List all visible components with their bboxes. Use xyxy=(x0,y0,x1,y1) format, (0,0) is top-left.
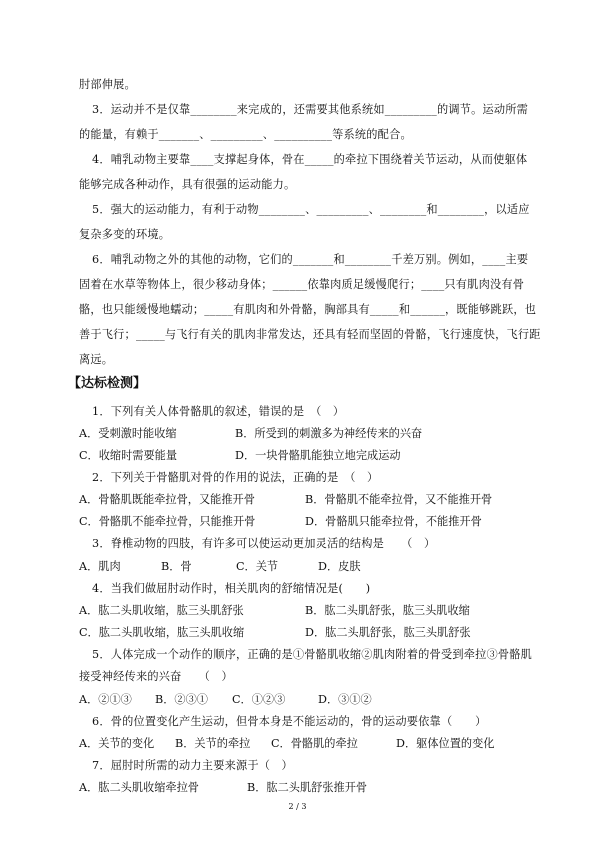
question-stem: 7．屈肘时所需的动力主要来源于（ ） xyxy=(92,759,293,772)
option-c: C．①②③ xyxy=(232,693,286,706)
text-line: 固着在水草等物体上，很少移动身体；______依靠肉质足缓慢爬行；____只有肌肉没有骨 xyxy=(79,278,525,291)
page-number: 2 / 3 xyxy=(288,802,307,811)
text-line: 的能量，有赖于_______、_________、__________等系统的配合。 xyxy=(79,128,412,141)
text-line: 骼，也只能缓慢地蠕动；_____有肌肉和外骨骼，胸部具有_____和______，既能够跳跃，也 xyxy=(79,303,537,316)
option-b: B．②③① xyxy=(155,693,208,706)
option-d: D．肱二头肌舒张，肱三头肌舒张 xyxy=(305,626,471,639)
option-a: A．骨骼肌既能牵拉骨，又能推开骨 xyxy=(79,493,255,506)
question-stem: 1．下列有关人体骨骼肌的叙述，错误的是 （ ） xyxy=(92,405,345,418)
section-title: 【达标检测】 xyxy=(68,376,147,391)
text-line: 3．运动并不是仅靠________来完成的，还需要其他系统如_________的调节。运动所需 xyxy=(92,103,529,116)
option-c: C．骨骼肌不能牵拉骨，只能推开骨 xyxy=(79,515,256,528)
option-a: A．肱二头肌收缩牵拉骨 xyxy=(79,781,199,794)
text-line: 复杂多变的环境。 xyxy=(79,228,171,241)
option-b: B．肱二头肌舒张推开骨 xyxy=(247,781,368,794)
question-stem-cont: 接受神经传来的兴奋 （ ） xyxy=(79,670,233,683)
text-line: 6．哺乳动物之外的其他的动物，它们的_______和________千差万别。例如，____主要 xyxy=(92,253,529,266)
text-line: 4．哺乳动物主要靠____支撑起身体，骨在_____的牵拉下围绕着关节运动，从而使躯体 xyxy=(92,153,528,166)
question-stem: 3．脊椎动物的四肢，有许多可以使运动更加灵活的结构是 （ ） xyxy=(92,537,436,550)
text-line: 能够完成各种动作，具有很强的运动能力。 xyxy=(79,178,296,191)
option-d: D．皮肤 xyxy=(318,560,361,573)
option-c: C．骨骼肌的牵拉 xyxy=(271,737,358,750)
question-stem: 5．人体完成一个动作的顺序，正确的是①骨骼肌收缩②肌肉附着的骨受到牵拉③骨骼肌 xyxy=(92,648,533,661)
option-a: A．②①③ xyxy=(79,693,132,706)
option-c: C．收缩时需要能量 xyxy=(79,449,178,462)
question-stem: 4．当我们做屈肘动作时，相关肌肉的舒缩情况是( ) xyxy=(92,582,371,595)
option-b: B．关节的牵拉 xyxy=(175,737,251,750)
option-b: B．所受到的刺激多为神经传来的兴奋 xyxy=(235,427,423,440)
option-d: D．躯体位置的变化 xyxy=(396,737,495,750)
text-line: 5．强大的运动能力，有利于动物________、_________、________和________，以适应 xyxy=(92,203,530,216)
option-c: C．肱二头肌收缩，肱三头肌收缩 xyxy=(79,626,245,639)
option-d: D．骨骼肌只能牵拉骨，不能推开骨 xyxy=(305,515,482,528)
option-b: B．骨 xyxy=(161,560,192,573)
option-d: D．③①② xyxy=(318,693,372,706)
option-b: B．骨骼肌不能牵拉骨，又不能推开骨 xyxy=(305,493,493,506)
option-a: A．肌肉 xyxy=(79,560,121,573)
option-d: D．一块骨骼肌能独立地完成运动 xyxy=(235,449,401,462)
option-a: A．关节的变化 xyxy=(79,737,155,750)
text-line: 离远。 xyxy=(79,353,114,366)
text-line: 肘部伸展。 xyxy=(79,78,136,91)
option-a: A．受刺激时能收缩 xyxy=(79,427,177,440)
option-b: B．肱二头肌舒张，肱三头肌收缩 xyxy=(305,604,470,617)
option-c: C．关节 xyxy=(236,560,279,573)
option-a: A．肱二头肌收缩，肱三头肌舒张 xyxy=(79,604,244,617)
question-stem: 2．下列关于骨骼肌对骨的作用的说法，正确的是 （ ） xyxy=(92,471,379,484)
text-line: 善于飞行；_____与飞行有关的肌肉非常发达，还具有轻而坚固的骨骼，飞行速度快，飞行距 xyxy=(79,328,541,341)
question-stem: 6．骨的位置变化产生运动，但骨本身是不能运动的，骨的运动要依靠（ ） xyxy=(92,715,487,728)
